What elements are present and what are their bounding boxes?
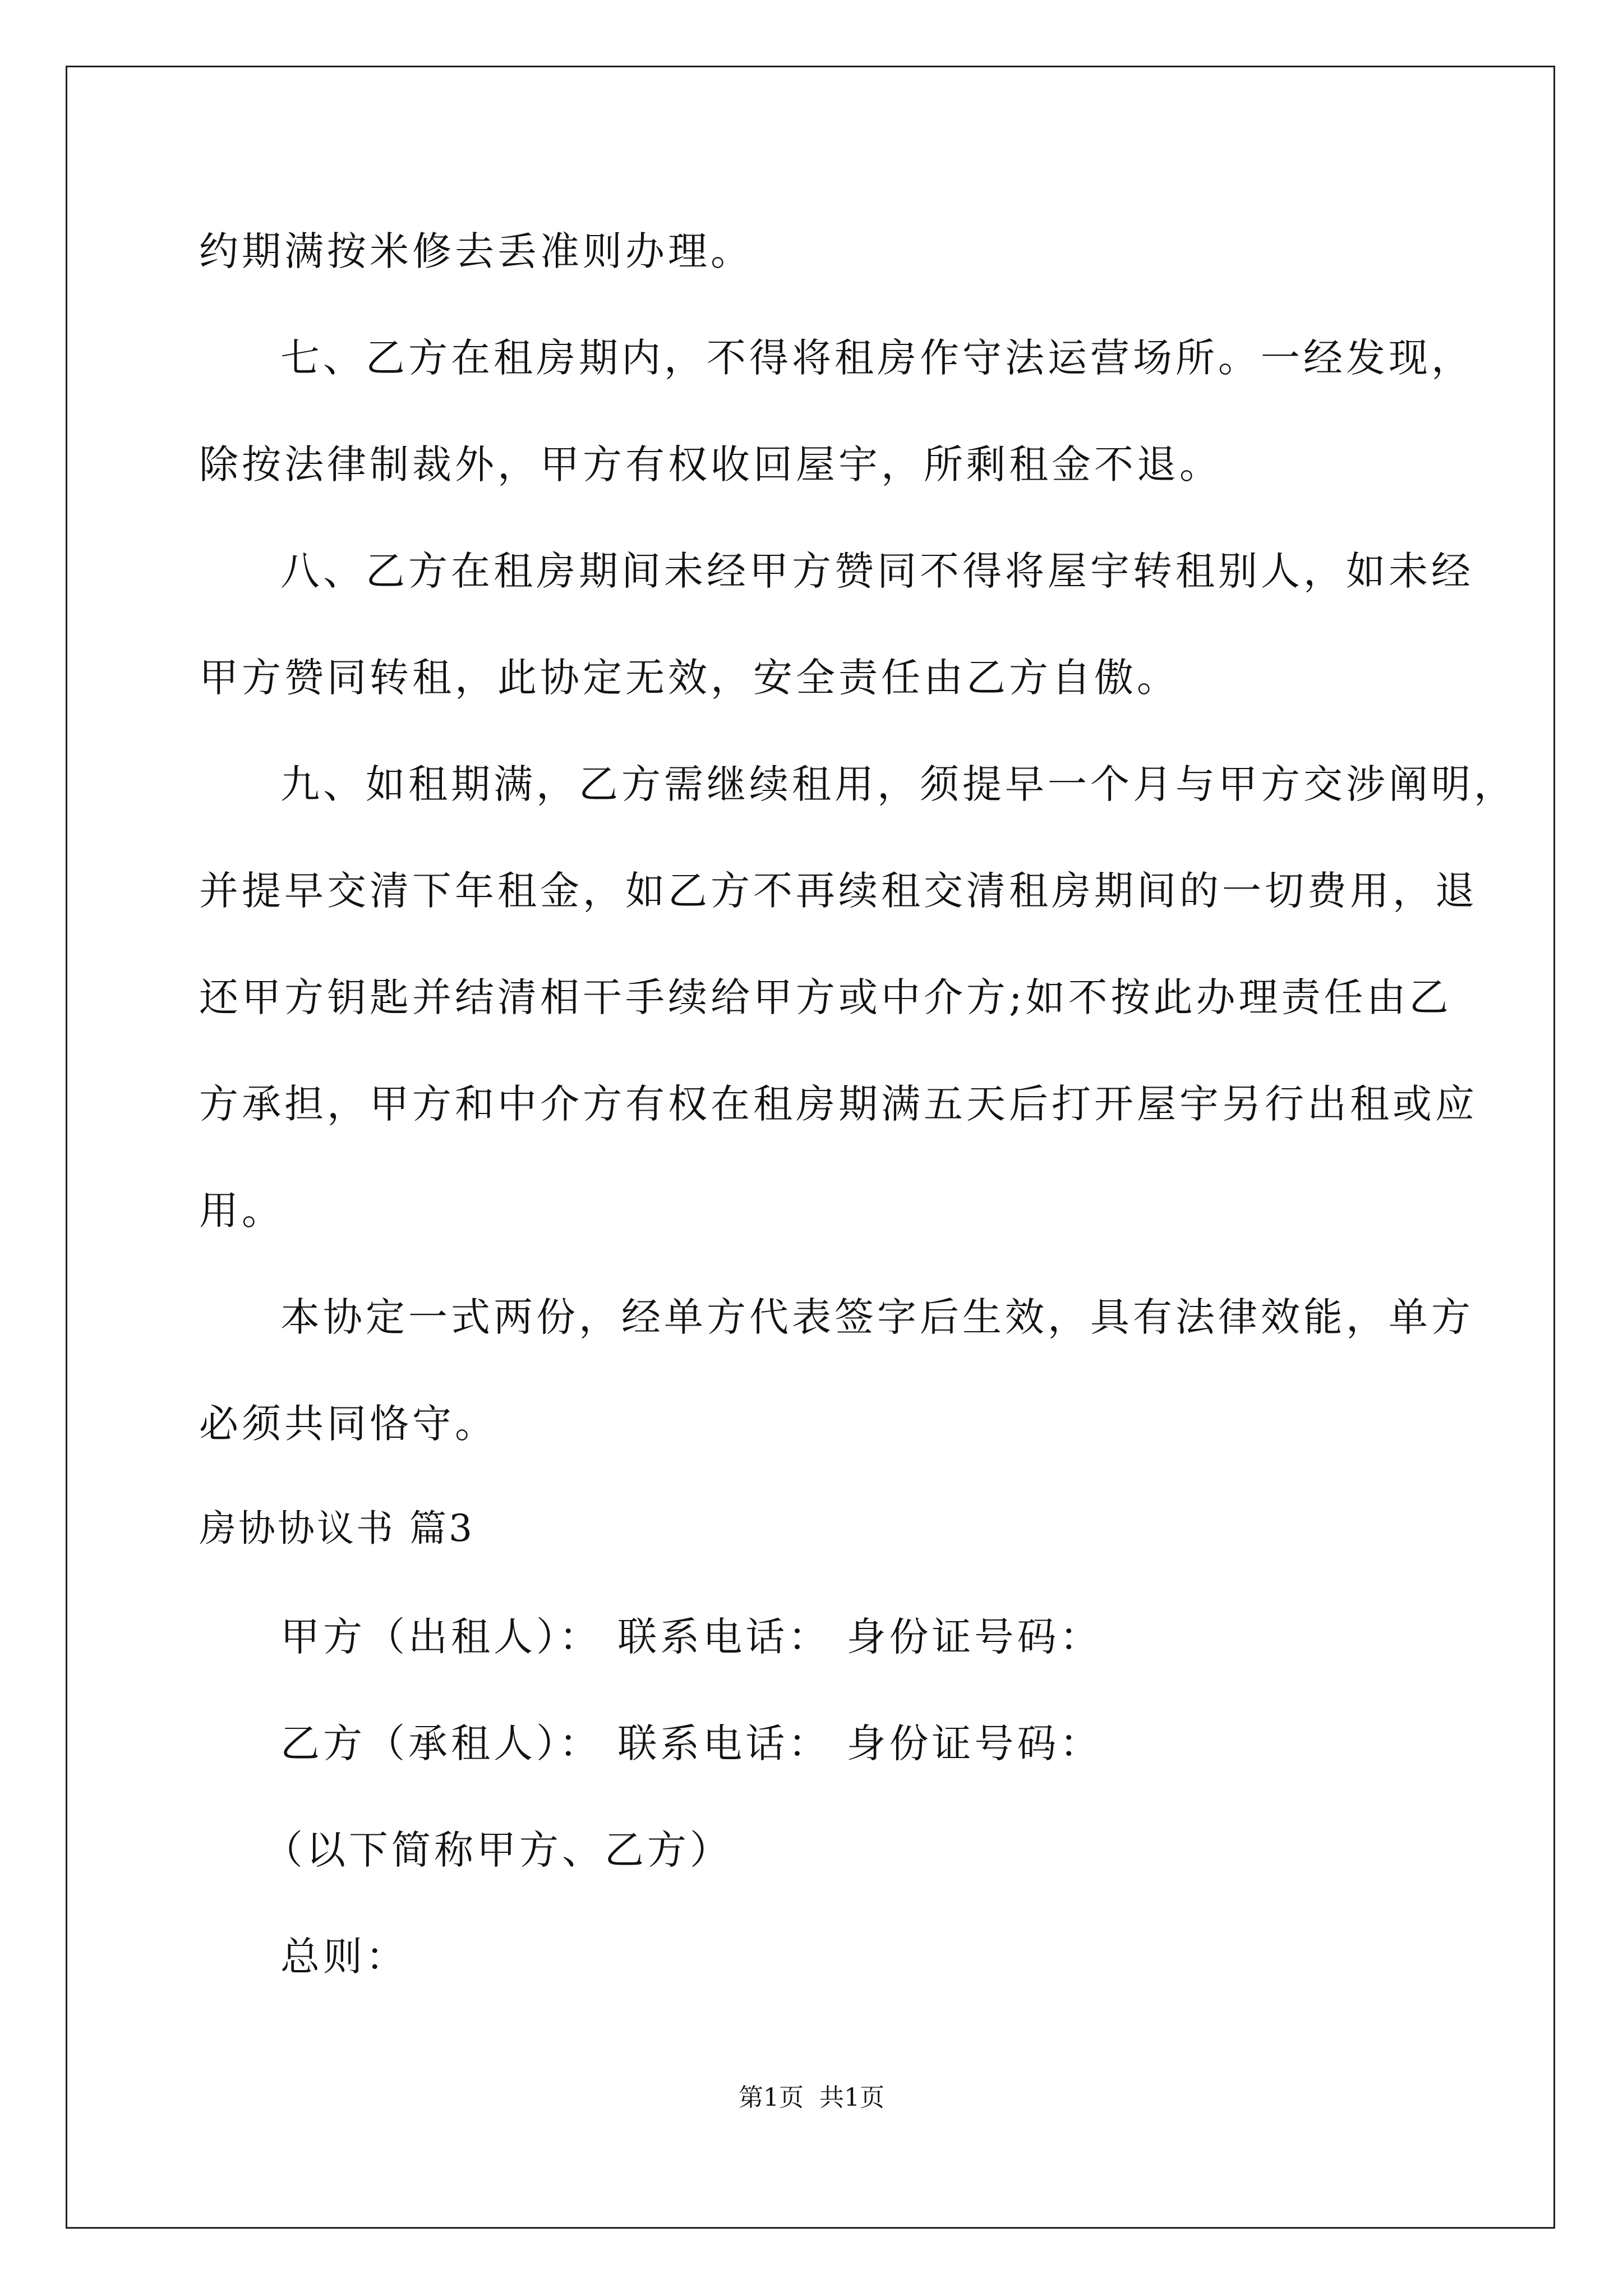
paragraph-line: 除按法律制裁外，甲方有权收回屋宇，所剩租金不退。 [199, 441, 1222, 487]
page-footer: 第1页 共1页 [739, 2083, 884, 2112]
general-rules-heading: 总则： [280, 1934, 408, 1980]
clause-seven-line: 七、乙方在租房期内，不得将租房作守法运营场所。一经发现， [280, 335, 1474, 381]
clause-nine-line: 九、如租期满，乙方需继续租用，须提早一个月与甲方交涉阐明， [280, 761, 1516, 807]
paragraph-line: 方承担，甲方和中介方有权在租房期满五天后打开屋宇另行出租或应 [199, 1081, 1478, 1127]
paragraph-line: 必须共同恪守。 [199, 1401, 497, 1447]
party-b-line: 乙方（承租人）： 联系电话： 身份证号码： [280, 1720, 1103, 1766]
paragraph-line: 用。 [199, 1188, 284, 1234]
clause-eight-line: 八、乙方在租房期间未经甲方赞同不得将屋宇转租别人，如未经 [280, 548, 1474, 594]
paragraph-line: 还甲方钥匙并结清相干手续给甲方或中介方;如不按此办理责任由乙 [199, 974, 1452, 1020]
closing-clause-line: 本协定一式两份，经单方代表签字后生效，具有法律效能，单方 [280, 1294, 1474, 1340]
paragraph-line: 约期满按米修去丢准则办理。 [199, 228, 753, 274]
paragraph-line: 并提早交清下年租金，如乙方不再续租交清租房期间的一切费用，退 [199, 868, 1478, 914]
page-border [66, 66, 1555, 2229]
section-heading: 房协协议书 篇3 [199, 1507, 474, 1550]
paragraph-line: 甲方赞同转租，此协定无效，安全责任由乙方自傲。 [199, 655, 1179, 701]
party-a-line: 甲方（出租人）： 联系电话： 身份证号码： [280, 1614, 1103, 1660]
abbreviation-note: （以下简称甲方、乙方） [264, 1827, 732, 1873]
